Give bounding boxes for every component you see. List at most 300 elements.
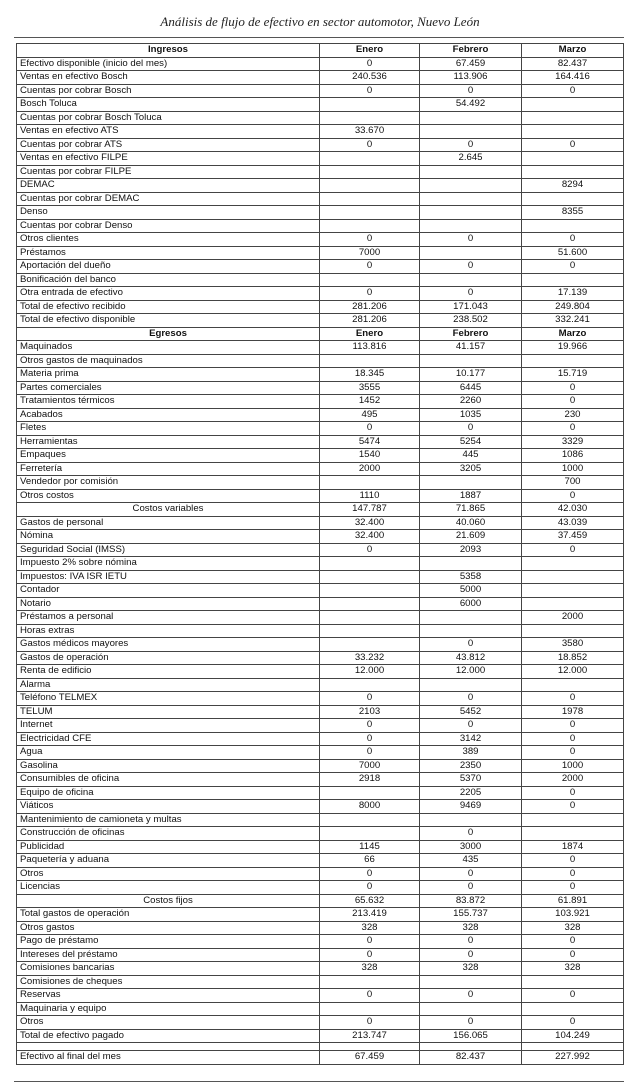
row-value: 0: [420, 948, 522, 962]
row-value: 0: [522, 854, 624, 868]
row-value: 0: [420, 719, 522, 733]
row-value: 0: [320, 948, 420, 962]
row-value: [420, 206, 522, 220]
egresos-header-cell: Febrero: [420, 327, 522, 341]
row-value: 0: [420, 260, 522, 274]
row-value: 1887: [420, 489, 522, 503]
row-value: 0: [522, 489, 624, 503]
table-row: [17, 786, 624, 800]
row-value: [320, 813, 420, 827]
row-value: [320, 152, 420, 166]
table-row: [17, 948, 624, 962]
row-value: 67.459: [420, 57, 522, 71]
row-value: 0: [522, 786, 624, 800]
row-value: [320, 786, 420, 800]
row-value: 0: [320, 233, 420, 247]
row-value: [320, 273, 420, 287]
row-value: [522, 192, 624, 206]
row-value: 164.416: [522, 71, 624, 85]
row-value: [420, 165, 522, 179]
row-label: Intereses del préstamo: [17, 948, 320, 962]
table-row: [17, 1051, 624, 1065]
row-value: [320, 192, 420, 206]
row-label: Equipo de oficina: [17, 786, 320, 800]
table-row: [17, 422, 624, 436]
row-value: 238.502: [420, 314, 522, 328]
row-label: TELUM: [17, 705, 320, 719]
table-row: [17, 98, 624, 112]
spacer-cell: [320, 1043, 420, 1051]
row-label: Otros: [17, 1016, 320, 1030]
row-value: 65.632: [320, 894, 420, 908]
table-row: [17, 1016, 624, 1030]
row-value: 18.345: [320, 368, 420, 382]
table-row: [17, 813, 624, 827]
row-value: 0: [522, 422, 624, 436]
row-value: 328: [522, 962, 624, 976]
row-value: [420, 1002, 522, 1016]
row-value: [420, 192, 522, 206]
row-label: Efectivo disponible (inicio del mes): [17, 57, 320, 71]
table-row: [17, 827, 624, 841]
row-value: 0: [522, 260, 624, 274]
row-value: [320, 476, 420, 490]
row-value: 32.400: [320, 530, 420, 544]
row-label: Comisiones de cheques: [17, 975, 320, 989]
row-label: Bosch Toluca: [17, 98, 320, 112]
row-value: 2205: [420, 786, 522, 800]
row-value: 0: [420, 233, 522, 247]
row-value: [320, 111, 420, 125]
row-label: Cuentas por cobrar Denso: [17, 219, 320, 233]
row-value: 389: [420, 746, 522, 760]
row-value: 43.039: [522, 516, 624, 530]
row-value: 0: [522, 948, 624, 962]
row-label: Publicidad: [17, 840, 320, 854]
row-label: Efectivo al final del mes: [17, 1051, 320, 1065]
row-label: Ventas en efectivo FILPE: [17, 152, 320, 166]
ingresos-header-cell: Ingresos: [17, 44, 320, 58]
row-label: Total gastos de operación: [17, 908, 320, 922]
row-value: 328: [522, 921, 624, 935]
row-value: 495: [320, 408, 420, 422]
table-row: [17, 300, 624, 314]
row-value: 40.060: [420, 516, 522, 530]
row-value: 0: [320, 84, 420, 98]
row-value: 32.400: [320, 516, 420, 530]
row-label: Cuentas por cobrar DEMAC: [17, 192, 320, 206]
table-row: [17, 57, 624, 71]
row-value: 1874: [522, 840, 624, 854]
table-row: [17, 651, 624, 665]
row-value: 3555: [320, 381, 420, 395]
row-label: Reservas: [17, 989, 320, 1003]
row-value: 0: [320, 422, 420, 436]
row-value: 2000: [320, 462, 420, 476]
table-row: [17, 597, 624, 611]
row-value: [420, 219, 522, 233]
row-value: 12.000: [320, 665, 420, 679]
row-label: Cuentas por cobrar Bosch Toluca: [17, 111, 320, 125]
row-value: 1978: [522, 705, 624, 719]
row-value: [522, 152, 624, 166]
row-value: [420, 476, 522, 490]
row-value: [420, 111, 522, 125]
row-label: Bonificación del banco: [17, 273, 320, 287]
row-value: [420, 125, 522, 139]
row-value: 1452: [320, 395, 420, 409]
row-label: DEMAC: [17, 179, 320, 193]
table-row: [17, 678, 624, 692]
table-row: [17, 854, 624, 868]
table-row: [17, 341, 624, 355]
row-label: Alarma: [17, 678, 320, 692]
row-value: 0: [522, 381, 624, 395]
row-value: [320, 98, 420, 112]
row-value: [420, 246, 522, 260]
row-value: 3000: [420, 840, 522, 854]
subtotal-label: Costos fijos: [17, 894, 320, 908]
spacer-row: [17, 1043, 624, 1051]
row-value: 230: [522, 408, 624, 422]
row-value: 1540: [320, 449, 420, 463]
table-row: [17, 759, 624, 773]
row-label: Acabados: [17, 408, 320, 422]
row-value: [522, 1002, 624, 1016]
row-value: 51.600: [522, 246, 624, 260]
row-value: 8000: [320, 800, 420, 814]
table-row: [17, 584, 624, 598]
row-value: 249.804: [522, 300, 624, 314]
row-value: 8294: [522, 179, 624, 193]
row-label: Pago de préstamo: [17, 935, 320, 949]
row-label: Cuentas por cobrar Bosch: [17, 84, 320, 98]
row-value: [522, 557, 624, 571]
row-label: Maquinados: [17, 341, 320, 355]
table-row: [17, 84, 624, 98]
row-value: 113.906: [420, 71, 522, 85]
row-value: 0: [420, 989, 522, 1003]
row-value: 0: [320, 867, 420, 881]
row-value: [420, 611, 522, 625]
table-row: [17, 638, 624, 652]
row-label: Otros: [17, 867, 320, 881]
row-value: 0: [320, 732, 420, 746]
row-value: 5370: [420, 773, 522, 787]
table-row: [17, 233, 624, 247]
row-value: [420, 179, 522, 193]
row-label: Mantenimiento de camioneta y multas: [17, 813, 320, 827]
row-value: 213.747: [320, 1029, 420, 1043]
row-value: 0: [522, 746, 624, 760]
row-value: 171.043: [420, 300, 522, 314]
row-value: 2103: [320, 705, 420, 719]
row-label: Viáticos: [17, 800, 320, 814]
row-value: 0: [320, 57, 420, 71]
row-value: 332.241: [522, 314, 624, 328]
row-value: 0: [320, 692, 420, 706]
row-value: [522, 813, 624, 827]
row-label: Materia prima: [17, 368, 320, 382]
row-value: [320, 638, 420, 652]
row-value: [320, 557, 420, 571]
table-row: [17, 368, 624, 382]
ingresos-header-row: [17, 44, 624, 58]
row-value: 0: [420, 692, 522, 706]
row-value: 2260: [420, 395, 522, 409]
row-value: 7000: [320, 759, 420, 773]
row-value: 0: [522, 233, 624, 247]
spacer-cell: [420, 1043, 522, 1051]
row-value: 5358: [420, 570, 522, 584]
row-value: [522, 975, 624, 989]
row-value: 0: [320, 1016, 420, 1030]
table-row: [17, 354, 624, 368]
row-label: Ventas en efectivo ATS: [17, 125, 320, 139]
row-value: 328: [420, 921, 522, 935]
table-row: [17, 840, 624, 854]
table-row: [17, 921, 624, 935]
table-row: [17, 705, 624, 719]
row-value: 71.865: [420, 503, 522, 517]
row-value: 0: [522, 732, 624, 746]
row-label: Herramientas: [17, 435, 320, 449]
row-value: 5474: [320, 435, 420, 449]
row-label: Notario: [17, 597, 320, 611]
row-value: 0: [320, 543, 420, 557]
row-label: Gasolina: [17, 759, 320, 773]
row-value: 0: [420, 84, 522, 98]
row-label: Consumibles de oficina: [17, 773, 320, 787]
row-value: 0: [522, 1016, 624, 1030]
row-value: 2350: [420, 759, 522, 773]
row-value: 1000: [522, 759, 624, 773]
row-label: Licencias: [17, 881, 320, 895]
row-label: Seguridad Social (IMSS): [17, 543, 320, 557]
row-value: 1145: [320, 840, 420, 854]
table-row: [17, 462, 624, 476]
row-value: 0: [320, 881, 420, 895]
row-label: Total de efectivo pagado: [17, 1029, 320, 1043]
cash-flow-table-body: [17, 44, 624, 1065]
row-value: 0: [320, 138, 420, 152]
row-value: 42.030: [522, 503, 624, 517]
row-value: 0: [522, 395, 624, 409]
row-label: Partes comerciales: [17, 381, 320, 395]
row-label: Electricidad CFE: [17, 732, 320, 746]
row-value: [320, 219, 420, 233]
row-value: 2.645: [420, 152, 522, 166]
row-value: 82.437: [420, 1051, 522, 1065]
row-value: [320, 165, 420, 179]
subtotal-label: Costos variables: [17, 503, 320, 517]
spacer-cell: [17, 1043, 320, 1051]
row-label: Paquetería y aduana: [17, 854, 320, 868]
row-value: 0: [522, 543, 624, 557]
row-label: Renta de edificio: [17, 665, 320, 679]
ingresos-header-cell: Marzo: [522, 44, 624, 58]
row-value: 0: [420, 638, 522, 652]
table-row: [17, 287, 624, 301]
row-value: 435: [420, 854, 522, 868]
table-row: [17, 179, 624, 193]
row-value: [522, 678, 624, 692]
table-row: [17, 570, 624, 584]
row-label: Ferretería: [17, 462, 320, 476]
row-value: 240.536: [320, 71, 420, 85]
row-value: [522, 597, 624, 611]
row-value: 155.737: [420, 908, 522, 922]
table-row: [17, 395, 624, 409]
row-value: 1035: [420, 408, 522, 422]
row-label: Otra entrada de efectivo: [17, 287, 320, 301]
row-label: Contador: [17, 584, 320, 598]
row-value: [420, 624, 522, 638]
table-row: [17, 1002, 624, 1016]
row-value: [522, 125, 624, 139]
row-value: 0: [522, 881, 624, 895]
row-value: 21.609: [420, 530, 522, 544]
row-value: 0: [320, 719, 420, 733]
table-row: [17, 111, 624, 125]
row-label: Total de efectivo recibido: [17, 300, 320, 314]
row-value: 19.966: [522, 341, 624, 355]
table-row: [17, 1029, 624, 1043]
row-value: [522, 624, 624, 638]
row-value: [320, 597, 420, 611]
row-value: 328: [320, 962, 420, 976]
row-value: [522, 584, 624, 598]
table-row: [17, 449, 624, 463]
row-label: Construcción de oficinas: [17, 827, 320, 841]
row-label: Ventas en efectivo Bosch: [17, 71, 320, 85]
table-row: [17, 543, 624, 557]
row-value: 15.719: [522, 368, 624, 382]
table-row: [17, 989, 624, 1003]
row-value: 8355: [522, 206, 624, 220]
table-row: [17, 746, 624, 760]
table-row: [17, 800, 624, 814]
table-row: [17, 314, 624, 328]
row-label: Cuentas por cobrar FILPE: [17, 165, 320, 179]
row-value: 61.891: [522, 894, 624, 908]
row-value: 82.437: [522, 57, 624, 71]
row-value: [420, 678, 522, 692]
row-label: Horas extras: [17, 624, 320, 638]
row-value: [320, 354, 420, 368]
row-value: 0: [320, 287, 420, 301]
row-label: Fletes: [17, 422, 320, 436]
row-label: Préstamos a personal: [17, 611, 320, 625]
table-row: [17, 206, 624, 220]
row-value: 1000: [522, 462, 624, 476]
row-value: 9469: [420, 800, 522, 814]
row-value: 5254: [420, 435, 522, 449]
row-value: 0: [420, 422, 522, 436]
table-row: [17, 881, 624, 895]
row-label: Impuesto 2% sobre nómina: [17, 557, 320, 571]
row-value: 2093: [420, 543, 522, 557]
table-row: [17, 530, 624, 544]
row-value: [420, 557, 522, 571]
row-value: 281.206: [320, 300, 420, 314]
table-row: [17, 273, 624, 287]
egresos-header-cell: Marzo: [522, 327, 624, 341]
row-value: [522, 98, 624, 112]
document-title: Análisis de flujo de efectivo en sector automotor, Nuevo León: [160, 14, 480, 29]
cash-flow-table: [16, 43, 624, 1065]
table-row: [17, 260, 624, 274]
row-value: 10.177: [420, 368, 522, 382]
row-value: 0: [420, 138, 522, 152]
table-row: [17, 732, 624, 746]
row-value: 0: [420, 287, 522, 301]
row-value: [522, 827, 624, 841]
row-value: 37.459: [522, 530, 624, 544]
table-row: [17, 962, 624, 976]
row-value: [320, 1002, 420, 1016]
row-label: Internet: [17, 719, 320, 733]
row-value: 2000: [522, 611, 624, 625]
row-value: 3142: [420, 732, 522, 746]
table-row: [17, 219, 624, 233]
row-value: [320, 975, 420, 989]
row-value: 6000: [420, 597, 522, 611]
table-row: [17, 408, 624, 422]
row-value: [522, 273, 624, 287]
row-value: 0: [522, 935, 624, 949]
row-label: Impuestos: IVA ISR IETU: [17, 570, 320, 584]
row-value: 0: [522, 138, 624, 152]
row-value: 7000: [320, 246, 420, 260]
row-value: 0: [320, 746, 420, 760]
row-value: [522, 570, 624, 584]
top-rule: [14, 37, 624, 38]
row-value: [320, 611, 420, 625]
table-row: [17, 908, 624, 922]
row-value: 700: [522, 476, 624, 490]
table-row: [17, 71, 624, 85]
table-row: [17, 611, 624, 625]
row-value: 33.670: [320, 125, 420, 139]
row-label: Otros gastos de maquinados: [17, 354, 320, 368]
row-value: [320, 179, 420, 193]
row-label: Otros clientes: [17, 233, 320, 247]
table-row: [17, 246, 624, 260]
table-row: [17, 381, 624, 395]
row-value: 0: [420, 881, 522, 895]
row-value: 3205: [420, 462, 522, 476]
row-value: 0: [522, 867, 624, 881]
row-value: 0: [522, 989, 624, 1003]
row-label: Gastos de operación: [17, 651, 320, 665]
table-row: [17, 975, 624, 989]
row-value: [420, 975, 522, 989]
row-value: 67.459: [320, 1051, 420, 1065]
row-value: [320, 570, 420, 584]
row-value: [522, 111, 624, 125]
row-value: 12.000: [522, 665, 624, 679]
row-value: 0: [522, 84, 624, 98]
row-value: 12.000: [420, 665, 522, 679]
row-value: 1086: [522, 449, 624, 463]
row-value: 54.492: [420, 98, 522, 112]
row-value: 0: [420, 935, 522, 949]
row-value: [320, 624, 420, 638]
row-label: Tratamientos térmicos: [17, 395, 320, 409]
row-label: Teléfono TELMEX: [17, 692, 320, 706]
row-value: 0: [420, 1016, 522, 1030]
